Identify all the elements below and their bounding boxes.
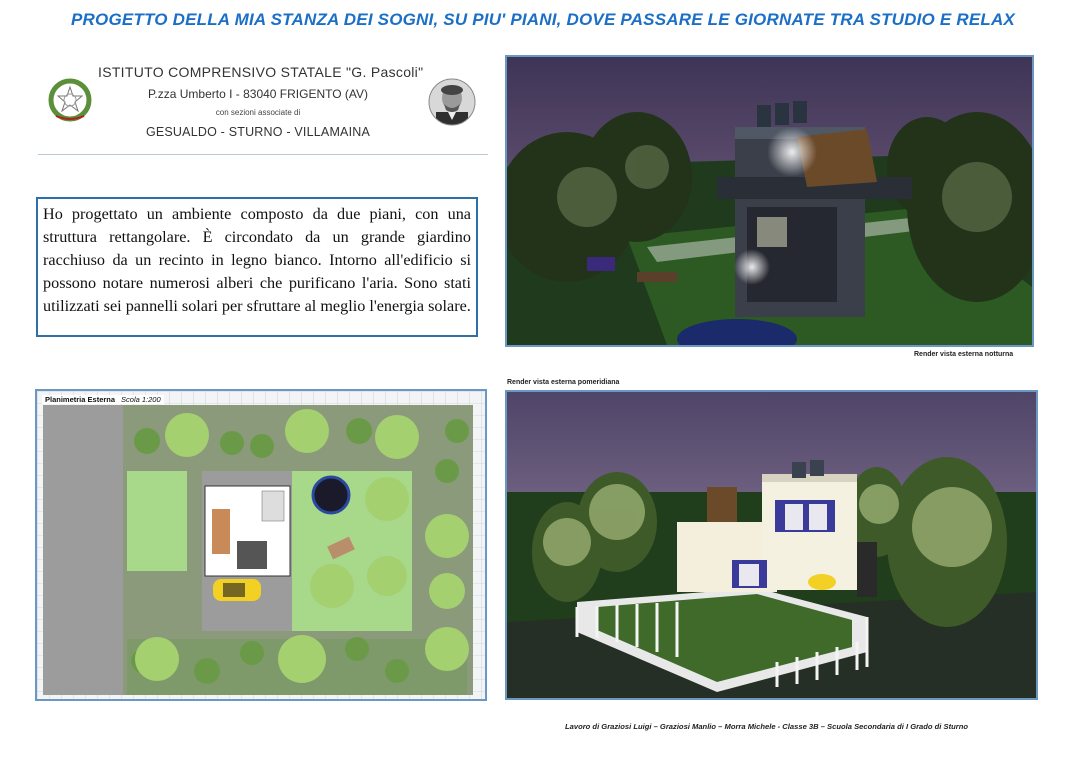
site-plan-label	[42, 395, 164, 404]
project-description: Ho progettato un ambiente composto da due piani, con una struttura rettangolare. È circondato da un grande giardino racchiuso da un recinto in legno bianco. Intorno all'edificio si possono notare numerosi alberi che purificano l'aria. Sono stati utilizzati sei pannelli solari per sfruttare al meglio l'energia solare.	[36, 197, 478, 337]
school-header	[38, 58, 488, 155]
credits: Lavoro di Graziosi Luigi – Graziosi Manlio – Morra Michele - Classe 3B – Scuola Secondaria di I Grado di Sturno	[565, 722, 968, 731]
site-plan-title: Planimetria Esterna	[45, 395, 116, 404]
school-towns: GESUALDO - STURNO - VILLAMAINA	[145, 125, 371, 139]
night-render-image	[505, 55, 1034, 347]
site-plan-image	[35, 389, 487, 701]
night-render-caption: Render vista esterna notturna	[914, 351, 1014, 358]
day-render-caption: Render vista esterna pomeridiana	[507, 379, 620, 386]
pascoli-portrait-icon	[428, 78, 476, 126]
site-plan-scale: Scola 1:200	[121, 395, 161, 404]
school-address: P.zza Umberto I - 83040 FRIGENTO (AV)	[147, 87, 369, 101]
day-render-image	[505, 390, 1038, 700]
school-associated-label: con sezioni associate di	[215, 108, 301, 117]
school-name: ISTITUTO COMPRENSIVO STATALE "G. Pascoli"	[98, 64, 424, 80]
italian-republic-emblem-icon	[48, 78, 92, 122]
page-title: PROGETTO DELLA MIA STANZA DEI SOGNI, SU PIU' PIANI, DOVE PASSARE LE GIORNATE TRA STUDIO E RELAX	[71, 10, 1015, 29]
